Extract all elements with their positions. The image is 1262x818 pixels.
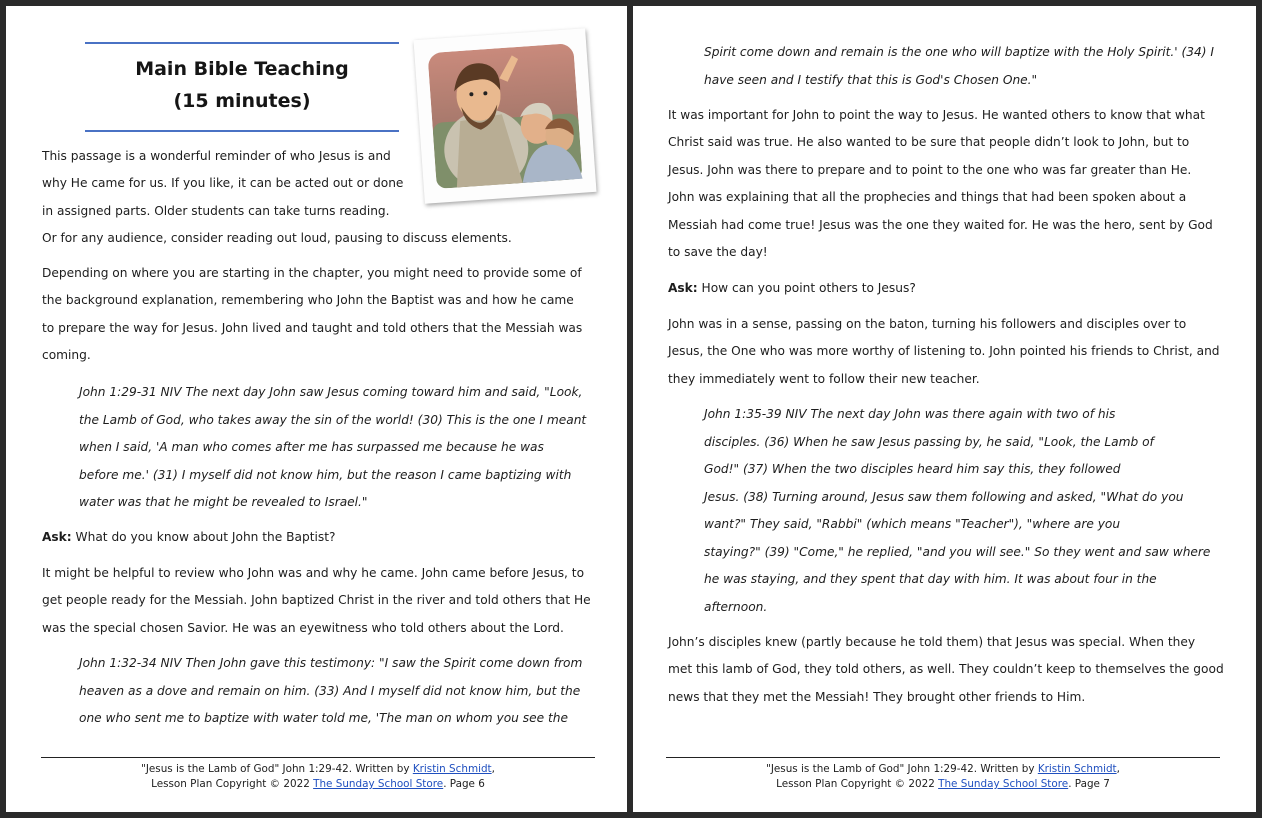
quote-line: John 1:35-39 NIV The next day John was there again with two of his	[704, 407, 1116, 421]
footer-credit-text: "Jesus is the Lamb of God" John 1:29-42. Written by	[766, 763, 1038, 775]
text-line: John was in a sense, passing on the baton, turning his followers and disciples over to	[668, 317, 1187, 331]
text-line: Or for any audience, consider reading out loud, pausing to discuss elements.	[42, 231, 512, 245]
author-link[interactable]: Kristin Schmidt	[1037, 763, 1117, 775]
intro-paragraph	[42, 143, 422, 225]
text-line: John’s disciples knew (partly because he told them) that Jesus was special. When they	[668, 635, 1196, 649]
text-line: news that they met the Messiah! They brought other friends to Him.	[668, 689, 1086, 704]
page-footer	[666, 762, 1220, 792]
text-line: they immediately went to follow their new teacher.	[668, 371, 980, 386]
text-line: Jesus, the One who was more worthy of listening to. John pointed his friends to Christ, and	[668, 344, 1220, 359]
baton-paragraph	[668, 311, 1252, 393]
quote-line: water was that he might be revealed to Israel."	[79, 495, 368, 509]
footer-credit-line	[666, 762, 1220, 777]
disciples-paragraph	[668, 629, 1252, 711]
section-heading	[85, 42, 399, 132]
ask-label: Ask:	[42, 530, 72, 544]
ask-label: Ask:	[668, 281, 698, 295]
page-6	[6, 6, 627, 812]
quote-line: want?" They said, "Rabbi" (which means "Teacher"), "where are you	[704, 517, 1121, 531]
text-line: It might be helpful to review who John was and why he came. John came before Jesus, to	[42, 566, 585, 580]
quote-line: one who sent me to baptize with water told me, 'The man on whom you see the	[79, 711, 568, 725]
heading-duration: (15 minutes)	[173, 90, 311, 112]
text-line: coming.	[42, 348, 91, 363]
scripture-quote-john-1-35	[704, 401, 1249, 621]
footer-divider	[666, 757, 1220, 758]
ask-text: What do you know about John the Baptist?	[71, 530, 336, 544]
review-paragraph	[42, 560, 614, 642]
quote-line: John 1:32-34 NIV Then John gave this testimony: "I saw the Spirit come down from	[79, 656, 583, 670]
heading-title: Main Bible Teaching	[135, 58, 349, 80]
store-link[interactable]: The Sunday School Store	[938, 778, 1069, 790]
footer-divider	[41, 757, 595, 758]
ask-question	[668, 275, 1248, 302]
footer-credit-text: "Jesus is the Lamb of God" John 1:29-42. Written by	[141, 763, 413, 775]
page-number: . Page 7	[1068, 778, 1110, 790]
quote-line: afternoon.	[704, 599, 768, 614]
quote-line: heaven as a dove and remain on him. (33) And I myself did not know him, but the	[79, 683, 581, 698]
page-number: . Page 6	[443, 778, 485, 790]
quote-line: have seen and I testify that this is God's Chosen One."	[704, 72, 1038, 87]
quote-line: Jesus. (38) Turning around, Jesus saw them following and asked, "What do you	[704, 489, 1184, 504]
ask-question	[42, 524, 612, 551]
footer-copyright-text: Lesson Plan Copyright © 2022	[776, 778, 939, 790]
text-line: Jesus. John was there to prepare and to point to the one who was far greater than He.	[668, 162, 1192, 177]
ask-text: How can you point others to Jesus?	[697, 281, 916, 295]
quote-line: John 1:29-31 NIV The next day John saw Jesus coming toward him and said, "Look,	[79, 385, 583, 399]
quote-line: the Lamb of God, who takes away the sin of the world! (30) This is the one I meant	[79, 412, 587, 427]
scripture-quote-continued	[704, 39, 1249, 94]
scripture-quote-john-1-29	[79, 379, 609, 517]
quote-line: before me.' (31) I myself did not know him, but the reason I came baptizing with	[79, 467, 572, 482]
footer-credit-suffix: ,	[491, 763, 495, 775]
quote-line: when I said, 'A man who comes after me has surpassed me because he was	[79, 440, 544, 454]
text-line: It was important for John to point the way to Jesus. He wanted others to know that what	[668, 108, 1205, 122]
text-line: Messiah had come true! Jesus was the one they waited for. He was the hero, sent by God	[668, 217, 1213, 232]
text-line: Christ said was true. He also wanted to be sure that people didn’t look to John, but to	[668, 135, 1190, 150]
footer-copyright-line	[666, 777, 1220, 792]
text-line: was the special chosen Savior. He was an eyewitness who told others about the Lord.	[42, 620, 564, 635]
text-line: in assigned parts. Older students can take turns reading.	[42, 203, 390, 218]
quote-line: Spirit come down and remain is the one who will baptize with the Holy Spirit.' (34) I	[704, 45, 1214, 59]
text-line: met this lamb of God, they told others, as well. They couldn’t keep to themselves the good	[668, 662, 1224, 677]
background-paragraph	[42, 260, 612, 370]
quote-line: staying?" (39) "Come," he replied, "and you will see." So they went and saw where	[704, 544, 1211, 559]
author-link[interactable]: Kristin Schmidt	[412, 763, 492, 775]
footer-credit-line	[41, 762, 595, 777]
text-line: why He came for us. If you like, it can be acted out or done	[42, 176, 404, 191]
quote-line: disciples. (36) When he saw Jesus passing by, he said, "Look, the Lamb of	[704, 434, 1154, 449]
footer-copyright-line	[41, 777, 595, 792]
page-7	[633, 6, 1256, 812]
footer-copyright-text: Lesson Plan Copyright © 2022	[151, 778, 314, 790]
intro-paragraph-last-line	[42, 225, 602, 252]
text-line: Depending on where you are starting in the chapter, you might need to provide some of	[42, 266, 582, 280]
importance-paragraph	[668, 102, 1252, 266]
text-line: to save the day!	[668, 245, 768, 260]
text-line: get people ready for the Messiah. John baptized Christ in the river and told others that He	[42, 593, 591, 608]
quote-line: he was staying, and they spent that day with him. It was about four in the	[704, 572, 1157, 586]
footer-credit-suffix: ,	[1116, 763, 1120, 775]
text-line: This passage is a wonderful reminder of who Jesus is and	[42, 149, 391, 163]
text-line: to prepare the way for Jesus. John lived and taught and told others that the Messiah was	[42, 320, 583, 335]
page-footer	[41, 762, 595, 792]
scripture-quote-john-1-32	[79, 650, 609, 733]
quote-line: God!" (37) When the two disciples heard him say this, they followed	[704, 462, 1121, 476]
text-line: John was explaining that all the prophecies and things that had been spoken about a	[668, 190, 1187, 205]
bible-illustration-icon	[413, 28, 596, 204]
text-line: the background explanation, remembering who John the Baptist was and how he came	[42, 293, 574, 308]
store-link[interactable]: The Sunday School Store	[313, 778, 444, 790]
